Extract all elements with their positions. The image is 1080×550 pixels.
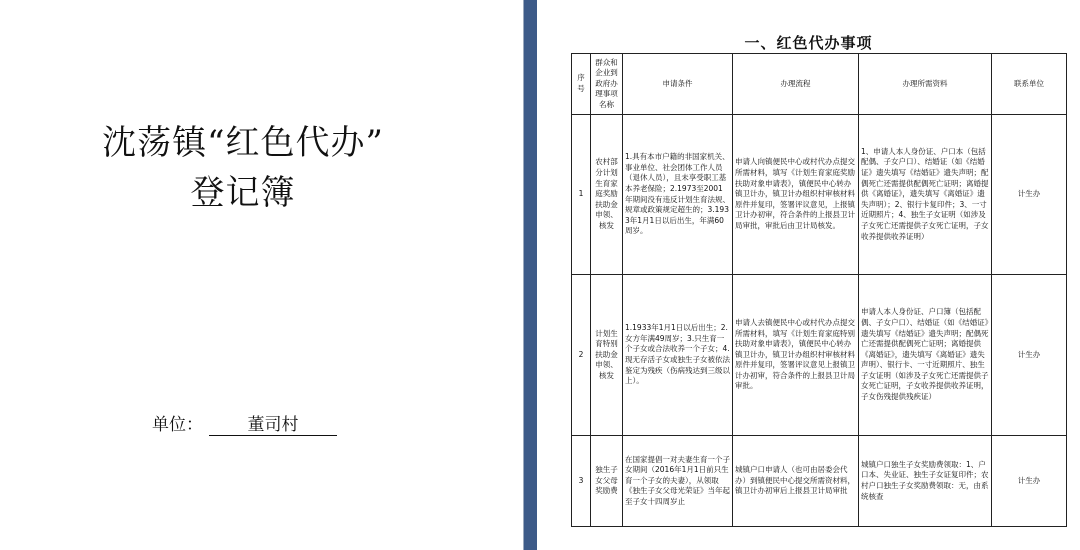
cover-title xyxy=(0,118,486,218)
cell-materials: 1、申请人本人身份证、户口本（包括配偶、子女户口）、结婚证（如《结婚证》遗失填写《结婚证》遗失声明；配偶死亡还需提供配偶死亡证明；离婚提供《离婚证》，遗失填写《离婚证》遗失声明）；2、银行卡复印件；3、一寸近期照片；4、独生子女证明（如涉及子女死亡还需提供子女死亡证明，子女收养提供收养证明） xyxy=(859,115,992,275)
cell-process: 城镇户口申请人（也可由居委会代办）到镇便民中心提交所需资材料，镇卫计办初审后上报县卫计局审批 xyxy=(733,436,859,527)
cell-matter: 独生子女父母奖励费 xyxy=(591,436,623,527)
header-matter: 群众和企业到政府办理事项名称 xyxy=(591,54,623,115)
cell-materials: 申请人本人身份证、户口簿（包括配偶、子女户口）、结婚证（如《结婚证》遗失填写《结婚证》遗失声明；配偶死亡还需提供配偶死亡证明；离婚提供《离婚证》，遗失填写《离婚证》遗失声明）、银行卡、一寸近期照片、独生子女证明（如涉及子女死亡还需提供子女死亡证明，子女收养提供收养证明，子女伤残提供残疾证） xyxy=(859,275,992,436)
cell-no: 1 xyxy=(572,115,591,275)
table-row xyxy=(572,115,1067,275)
cover-page xyxy=(0,0,524,550)
cell-matter: 计划生育特别扶助金申领、核发 xyxy=(591,275,623,436)
section-title: 一、红色代办事项 xyxy=(744,34,873,52)
header-contact: 联系单位 xyxy=(992,54,1067,115)
unit-value: 董司村 xyxy=(209,410,337,436)
table-row xyxy=(572,275,1067,436)
page-gutter xyxy=(524,0,537,550)
unit-line xyxy=(152,410,337,436)
cell-no: 3 xyxy=(572,436,591,527)
cell-contact: 计生办 xyxy=(992,275,1067,436)
cell-conditions: 在国家提倡一对夫妻生育一个子女期间（2016年1月1日前只生育一个子女的夫妻），从领取《独生子女父母光荣证》当年起至子女十四周岁止 xyxy=(623,436,733,527)
content-page xyxy=(537,0,1080,550)
cell-conditions: 1.具有本市户籍的非国家机关、事业单位、社会团体工作人员（退休人员），且未享受职工基本养老保险；2.1973至2001年期间没有违反计划生育法规、规章或政策规定超生的；3.1933年1月1日以后出生，年满60周岁。 xyxy=(623,115,733,275)
cell-no: 2 xyxy=(572,275,591,436)
cell-contact: 计生办 xyxy=(992,115,1067,275)
header-materials: 办理所需资料 xyxy=(859,54,992,115)
cell-materials: 城镇户口独生子女奖励费领取：1、户口本、失业证、独生子女证复印件；农村户口独生子女奖励费领取：无，由系统核查 xyxy=(859,436,992,527)
cell-conditions: 1.1933年1月1日以后出生；2.女方年满49周岁；3.只生育一个子女或合法收养一个子女；4.现无存活子女或独生子女被依法鉴定为残疾（伤病残达到三级以上）。 xyxy=(623,275,733,436)
table-header-row xyxy=(572,54,1067,115)
header-conditions: 申请条件 xyxy=(623,54,733,115)
cover-title-line1: 沈荡镇“红色代办” xyxy=(102,123,384,163)
cell-process: 申请人去镇便民中心或村代办点提交所需材料，填写《计划生育家庭特别扶助对象申请表》，镇便民中心转办镇卫计办，镇卫计办组织村审核材料原件并复印，签署评议意见上报镇卫计办初审，符合条件的上报县卫计局审批。 xyxy=(733,275,859,436)
header-no: 序号 xyxy=(572,54,591,115)
cell-contact: 计生办 xyxy=(992,436,1067,527)
cover-title-line2: 登记簿 xyxy=(190,173,296,213)
cell-process: 申请人向镇便民中心或村代办点提交所需材料，填写《计划生育家庭奖励扶助对象申请表》，镇便民中心转办镇卫计办，镇卫计办组织村审核材料原件并复印，签署评议意见，上报镇卫计办初审，符合条件的上报县卫计局审批，审批后由卫计局核发。 xyxy=(733,115,859,275)
header-process: 办理流程 xyxy=(733,54,859,115)
cell-matter: 农村部分计划生育家庭奖励扶助金申领、核发 xyxy=(591,115,623,275)
unit-label: 单位： xyxy=(152,415,203,435)
table-row xyxy=(572,436,1067,527)
matters-table xyxy=(571,53,1067,527)
